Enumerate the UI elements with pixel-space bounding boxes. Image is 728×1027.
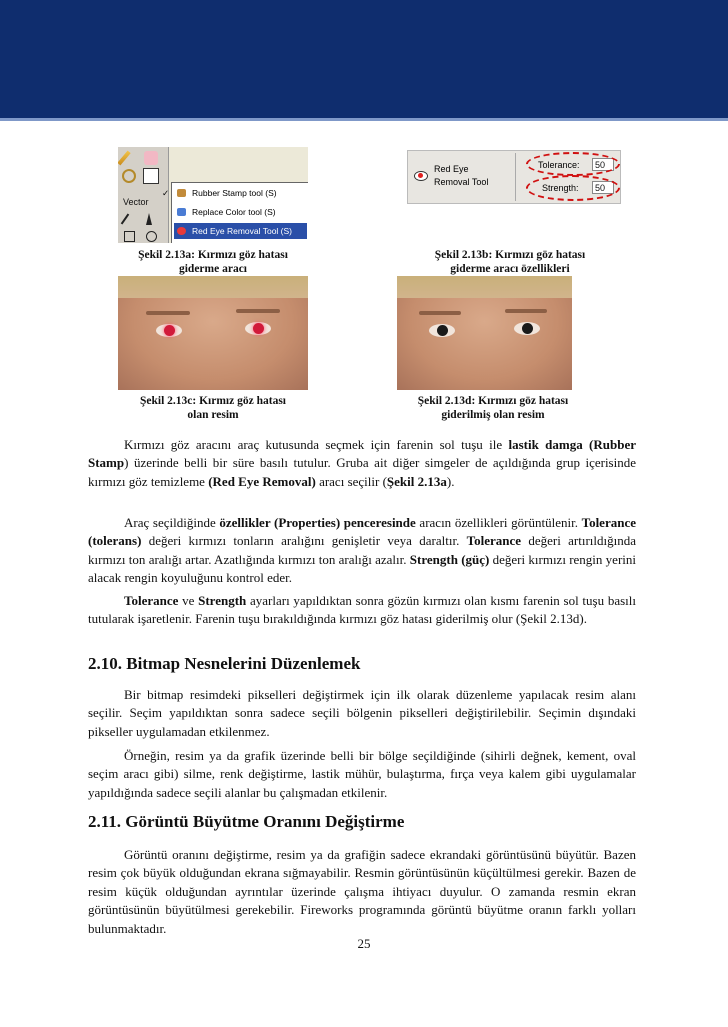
header-stripe — [0, 118, 728, 121]
text-run: değeri kırmızı tonların aralığını genişletir veya daraltır. — [141, 533, 467, 549]
red-pupil — [253, 323, 264, 334]
caption-figure-b — [398, 248, 622, 276]
red-eye-icon — [414, 171, 428, 181]
highlight-ring — [526, 152, 620, 176]
dark-pupil — [437, 325, 448, 336]
dark-pupil — [522, 323, 533, 334]
text-run: değeri kırmızı rengin yerini alacak rengin koyuluğunu kontrol eder. — [88, 551, 636, 586]
eraser-icon[interactable] — [144, 151, 158, 165]
caption-line: giderme aracı özellikleri — [450, 263, 570, 275]
eyebrow — [236, 309, 280, 313]
tolerance-label: Tolerance: — [538, 160, 580, 170]
rubber-stamp-icon[interactable] — [143, 168, 159, 184]
text-run: Araç seçildiğinde — [124, 515, 220, 530]
paragraph — [88, 592, 636, 629]
hair — [397, 276, 572, 298]
text-run: aracın özellikleri görüntülenir. — [415, 515, 582, 530]
menu-item-label: Rubber Stamp tool (S) — [192, 188, 277, 198]
bold-run: Şekil 2.13a — [386, 473, 447, 489]
bold-run: Tolerance (tolerans) — [88, 515, 636, 549]
lasso-icon[interactable] — [122, 169, 136, 183]
section-heading: 2.10. Bitmap Nesnelerini Düzenlemek — [88, 654, 361, 673]
caption-line: Şekil 2.13b: Kırmızı göz hatası — [434, 249, 586, 261]
figure-toolbox-menu — [118, 147, 308, 243]
photo-corrected-eye — [397, 276, 572, 390]
text-run: değeri artırıldığında kırmızı ton aralığı artar. Azatlığında kırmızı ton aralığı azalır. — [88, 533, 636, 567]
rubber-stamp-icon — [177, 189, 186, 197]
section-heading: 2.11. Görüntü Büyütme Oranını Değiştirme — [88, 812, 405, 831]
paragraph — [88, 846, 636, 938]
header-band — [0, 0, 728, 118]
menu-item-label: Red Eye Removal Tool (S) — [192, 226, 292, 236]
menu-item-red-eye-removal[interactable] — [174, 223, 307, 239]
caption-line: Şekil 2.13c: Kırmız göz hatası — [140, 395, 286, 407]
caption-figure-c — [108, 394, 318, 422]
divider — [515, 153, 516, 201]
caption-line: Şekil 2.13a: Kırmızı göz hatası — [138, 249, 288, 261]
tool-flyout-menu — [162, 182, 308, 243]
bold-run: özellikler (Properties) penceresinde — [219, 515, 416, 530]
bold-run: Tolerance — [466, 533, 522, 549]
paragraph — [88, 686, 636, 741]
text-run: ) üzerinde belli bir süre basılı tutulur. Gruba ait diğer simgeler de açıldığında grup içerisinde kırmızı göz temizleme — [88, 455, 636, 489]
text-run: Örneğin, resim ya da grafik üzerinde belli bir bölge seçildiğinde (sihirli değnek, kement, oval seçim aracı gibi) silme, renk değiştirme, lastik mühür, bulaştırma, fırça veya kalem gibi uygulamalar yapıldığında sadece seçili alanlar bu çalışmadan etkilenir. — [88, 748, 636, 800]
hair — [118, 276, 308, 298]
eyebrow — [505, 309, 547, 313]
strength-label: Strength: — [542, 183, 579, 193]
red-pupil — [164, 325, 175, 336]
caption-line: Şekil 2.13d: Kırmızı göz hatası — [417, 395, 569, 407]
eye — [245, 322, 271, 335]
pencil-icon[interactable] — [118, 151, 131, 166]
bold-run: Strength — [198, 593, 247, 608]
text-run: ve — [178, 593, 199, 608]
paragraph — [88, 514, 636, 588]
menu-item-replace-color[interactable] — [174, 204, 307, 220]
caption-line: giderilmiş olan resim — [441, 409, 545, 421]
red-eye-icon — [177, 227, 186, 235]
eyebrow — [419, 311, 461, 315]
tolerance-field[interactable]: 50 — [592, 158, 614, 171]
highlight-ring — [526, 175, 620, 201]
text-run: aracı seçilir ( — [315, 473, 387, 489]
bold-run: Strength (güç) — [409, 551, 490, 567]
replace-color-icon — [177, 208, 186, 216]
text-run: ). — [446, 473, 455, 489]
bold-run: Tolerance — [124, 593, 179, 608]
check-icon: ✓ — [162, 188, 170, 198]
bold-run: lastik damga (Rubber Stamp — [88, 437, 636, 471]
photo-red-eye — [118, 276, 308, 390]
caption-line: giderme aracı — [178, 263, 247, 275]
text-run: Görüntü oranını değiştirme, resim ya da grafiğin sadece ekrandaki görüntüsünü büyütür. Bazen resim çok büyük olduğundan ekrana sığmayabilir. Resmin görüntüsünün küçültülmesi gerekir. Bazen de resim küçük olduğundan ayrıntılar üzerinde çalışma ihtiyacı duyulur. O zamanda resmin ekran görüntüsünün büyütülmesi gerekebilir. Fireworks programında görüntü büyütme oranın farklı yolları bulunmaktadır. — [88, 847, 636, 936]
panel-label: Vector — [123, 197, 149, 207]
eyebrow — [146, 311, 190, 315]
line-tool-icon[interactable] — [121, 214, 130, 225]
menu-item-label: Replace Color tool (S) — [192, 207, 276, 217]
tool-name-line: Red Eye — [434, 164, 469, 174]
tool-name-line: Removal Tool — [434, 177, 489, 187]
eye — [429, 324, 455, 337]
paragraph — [88, 747, 636, 802]
pen-tool-icon[interactable] — [146, 213, 152, 225]
figure-properties-panel — [407, 150, 621, 204]
eye — [156, 324, 182, 337]
bold-run: (Red Eye Removal) — [208, 473, 316, 489]
eye — [514, 322, 540, 335]
page-number: 25 — [357, 936, 371, 951]
strength-field[interactable]: 50 — [592, 181, 614, 194]
rectangle-tool-icon[interactable] — [124, 231, 135, 242]
menu-item-rubber-stamp[interactable] — [162, 185, 307, 201]
caption-figure-a — [108, 248, 318, 276]
text-run: Kırmızı göz aracını araç kutusunda seçmek için farenin sol tuşu ile — [124, 437, 509, 452]
caption-figure-d — [388, 394, 598, 422]
text-run: Bir bitmap resimdeki pikselleri değiştirmek için ilk olarak düzenleme yapılacak resim alanı seçilir. Seçim yapıldıktan sonra sadece seçili bölgenin pikselleri değiştirilebilir. Seçimin dışındaki pikseller uygulamadan etkilenmez. — [88, 687, 636, 739]
ellipse-tool-icon[interactable] — [146, 231, 157, 242]
paragraph — [88, 436, 636, 491]
caption-line: olan resim — [187, 409, 239, 421]
text-run: ayarları yapıldıktan sonra gözün kırmızı olan kısmı farenin sol tuşu basılı tutularak işaretlenir. Farenin tuşu bırakıldığında kırmızı göz hatası giderilmiş olur (Şekil 2.13d). — [88, 593, 636, 627]
